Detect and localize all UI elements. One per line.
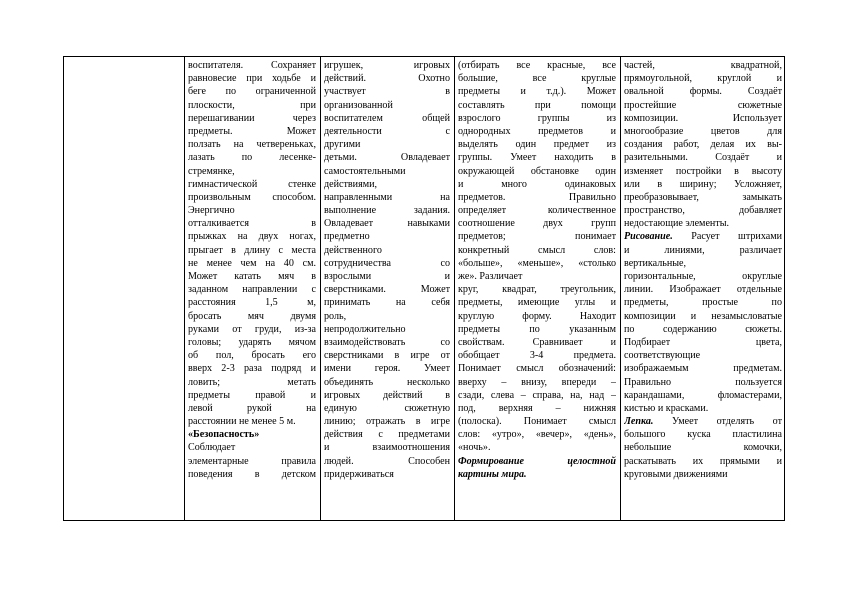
text-line: отталкивается в [188,218,316,230]
text-line: предметы, имеющие углы и [458,297,616,309]
text-line: взрослыми и [324,271,450,282]
text-line: или в ширину; Усложняет, [624,178,782,190]
text-line: гимнастической стенке [188,178,316,190]
text-line: равновесие при ходьбе и [188,73,316,85]
text-line: левой рукой на [188,402,316,414]
text-line: изменяет постройки в высоту [624,165,782,177]
text-line: Рисование. Расует штрихами [624,231,782,243]
text-line: однородных предметов и [458,125,616,137]
text-line: Соблюдает [188,442,236,454]
text-line: вертикальные, [624,257,687,269]
text-line: произвольным способом. [188,191,316,203]
text-line: определяет количественное [458,205,616,217]
text-line: перешагивании через [188,112,316,124]
text-line: кистью и красками. [624,402,709,414]
column-divider [620,57,621,520]
text-line: круговыми движениями [624,468,728,480]
text-line: предметно [324,231,370,243]
text-line: непродолжительно [324,323,406,335]
text-line: составлять при помощи [458,99,616,111]
text-line: многообразие цветов для [624,125,782,137]
table-cell-artistic-development [624,59,782,481]
text-line: действенного [324,244,382,256]
text-line: «Безопасность» [188,429,260,441]
text-line: композиции. Использует [624,112,782,124]
text-line: поведения в детском [188,468,316,480]
text-line: простейшие сюжетные [624,99,782,111]
text-line: действия с предметами [324,429,450,441]
text-line: предметы правой и [188,389,316,401]
text-line: плоскости, при [188,99,316,111]
text-line: действиями, [324,178,378,190]
text-line: сзади, слева – справа, на, над – [458,389,616,401]
text-line: и много одинаковых [458,178,616,190]
text-line: действий. Охотно [324,73,450,85]
text-line: большие, все круглые [458,73,616,85]
text-line: игрушек, игровых [324,60,450,71]
text-line: детьми. Овладевает [324,152,450,164]
text-line: элементарные правила [188,455,316,467]
text-line: Формирование целостной [458,455,616,467]
text-line: об пол, бросать его [188,350,316,362]
text-line: Подбирает цвета, [624,336,782,348]
text-line: овальной формы. Создаёт [624,86,782,98]
text-line: окружающей обстановке один [458,165,616,177]
text-line: под, верхняя – нижняя [458,402,616,414]
text-line: лазать по лесенке- [188,152,316,164]
text-line: «больше», «меньше», «столько [458,257,616,269]
text-line: другими [324,139,361,151]
text-line: обобщает 3-4 предмета. [458,350,616,362]
text-line: изображаемым предметам. [624,363,782,375]
table-cell-cognitive-development [458,59,616,481]
column-divider [184,57,185,520]
text-line: слов: «утро», «вечер», «день», [458,429,616,441]
text-line: имени героя. Умеет [324,363,450,375]
text-line: разительными. Создаёт и [624,152,782,164]
text-line: линии. Изображает отдельные [624,284,782,296]
text-line: людей. Способен [324,455,450,467]
text-line: круглую форму. Находит [458,310,616,322]
text-line: прямоугольной, круглой и [624,73,782,85]
text-line: расстоянии не менее 5 м. [188,416,296,428]
text-line: создания работ, делая их вы- [624,139,782,151]
text-line: ползать на четвереньках, [188,139,316,151]
text-line: вверху – внизу, впереди – [458,376,616,388]
text-line: картины мира. [458,468,527,480]
text-line: головы; ударять мячом [188,336,316,348]
text-line: предметы по указанным [458,323,616,335]
text-line: композиции и незамысловатые [624,310,782,322]
text-line: (отбирать все красные, все [458,60,616,71]
text-line: выполнение задания. [324,205,450,217]
text-line: руками от груди, из-за [188,323,316,335]
text-line: (полоска). Понимает смысл [458,416,616,428]
text-line: свойствам. Сравнивает и [458,336,616,348]
text-line: линию; отражать в игре [324,416,450,428]
text-line: конкретный смысл слов: [458,244,616,256]
text-line: Овладевает навыками [324,218,450,230]
text-line: взрослого группы из [458,112,616,124]
text-line: не менее чем на 40 см. [188,257,316,269]
text-line: участвует в [324,86,450,98]
text-line: вверх 2-3 раза подряд и [188,363,316,375]
text-line: предметов; понимает [458,231,616,243]
text-line: большого куска пластилина [624,429,782,441]
text-line: раскатывать их прямыми и [624,455,782,467]
column-divider [454,57,455,520]
text-line: стремянке, [188,165,235,177]
text-line: «ночь». [458,442,491,454]
text-line: воспитателя. Сохраняет [188,60,316,71]
text-line: предметы. Может [188,125,316,137]
text-line: пространство, добавляет [624,205,782,217]
table-cell-social-development [324,59,450,481]
text-line: направленными на [324,191,450,203]
text-line: предметы, простые по [624,297,782,309]
text-line: Понимает смысл обозначений: [458,363,616,375]
text-line: группы. Умеет находить в [458,152,616,164]
text-line: предметы и т.д.). Может [458,86,616,98]
text-line: горизонтальные, округлые [624,271,782,282]
text-line: расстояния 1,5 м, [188,297,316,309]
text-line: частей, квадратной, [624,60,782,71]
text-line: деятельности с [324,125,450,137]
text-line: и взаимоотношения [324,442,450,454]
text-line: по содержанию сюжеты. [624,323,782,335]
text-line: и линиями, различает [624,244,782,256]
text-line: ловить; метать [188,376,316,388]
text-line: сотрудничества со [324,257,450,269]
text-line: Правильно пользуется [624,376,782,388]
text-line: круг, квадрат, треугольник, [458,284,616,296]
text-line: прыжках на двух ногах, [188,231,316,243]
text-line: соотношение двух групп [458,218,616,230]
text-line: Лепка. Умеет отделять от [624,416,782,428]
text-line: организованной [324,99,393,111]
table-cell-physical-development [188,59,316,481]
text-line: объединять несколько [324,376,450,388]
text-line: взаимодействовать со [324,336,450,348]
text-line: принимать на себя [324,297,450,309]
text-line: выделять один предмет из [458,139,616,151]
text-line: недостающие элементы. [624,218,730,230]
text-line: сверстниками в игре от [324,350,450,362]
text-line: единую сюжетную [324,402,450,414]
text-line: игровых действий в [324,389,450,401]
text-line: же». Различает [458,271,523,282]
text-line: преобразовывает, замыкать [624,191,782,203]
text-line: самостоятельными [324,165,406,177]
text-line: воспитателем общей [324,112,450,124]
text-line: предметов. Правильно [458,191,616,203]
text-line: придерживаться [324,468,394,480]
text-line: небольшие комочки, [624,442,782,454]
text-line: карандашами, фломастерами, [624,389,782,401]
column-divider [320,57,321,520]
text-line: беге по ограниченной [188,86,316,98]
text-line: роль, [324,310,347,322]
text-line: бросать мяч двумя [188,310,316,322]
text-line: прыгает в длину с места [188,244,316,256]
text-line: Может катать мяч в [188,271,316,282]
curriculum-table [63,56,785,521]
text-line: заданном направлении с [188,284,316,296]
text-line: соответствующие [624,350,701,362]
text-line: Энергично [188,205,235,217]
text-line: сверстниками. Может [324,284,450,296]
